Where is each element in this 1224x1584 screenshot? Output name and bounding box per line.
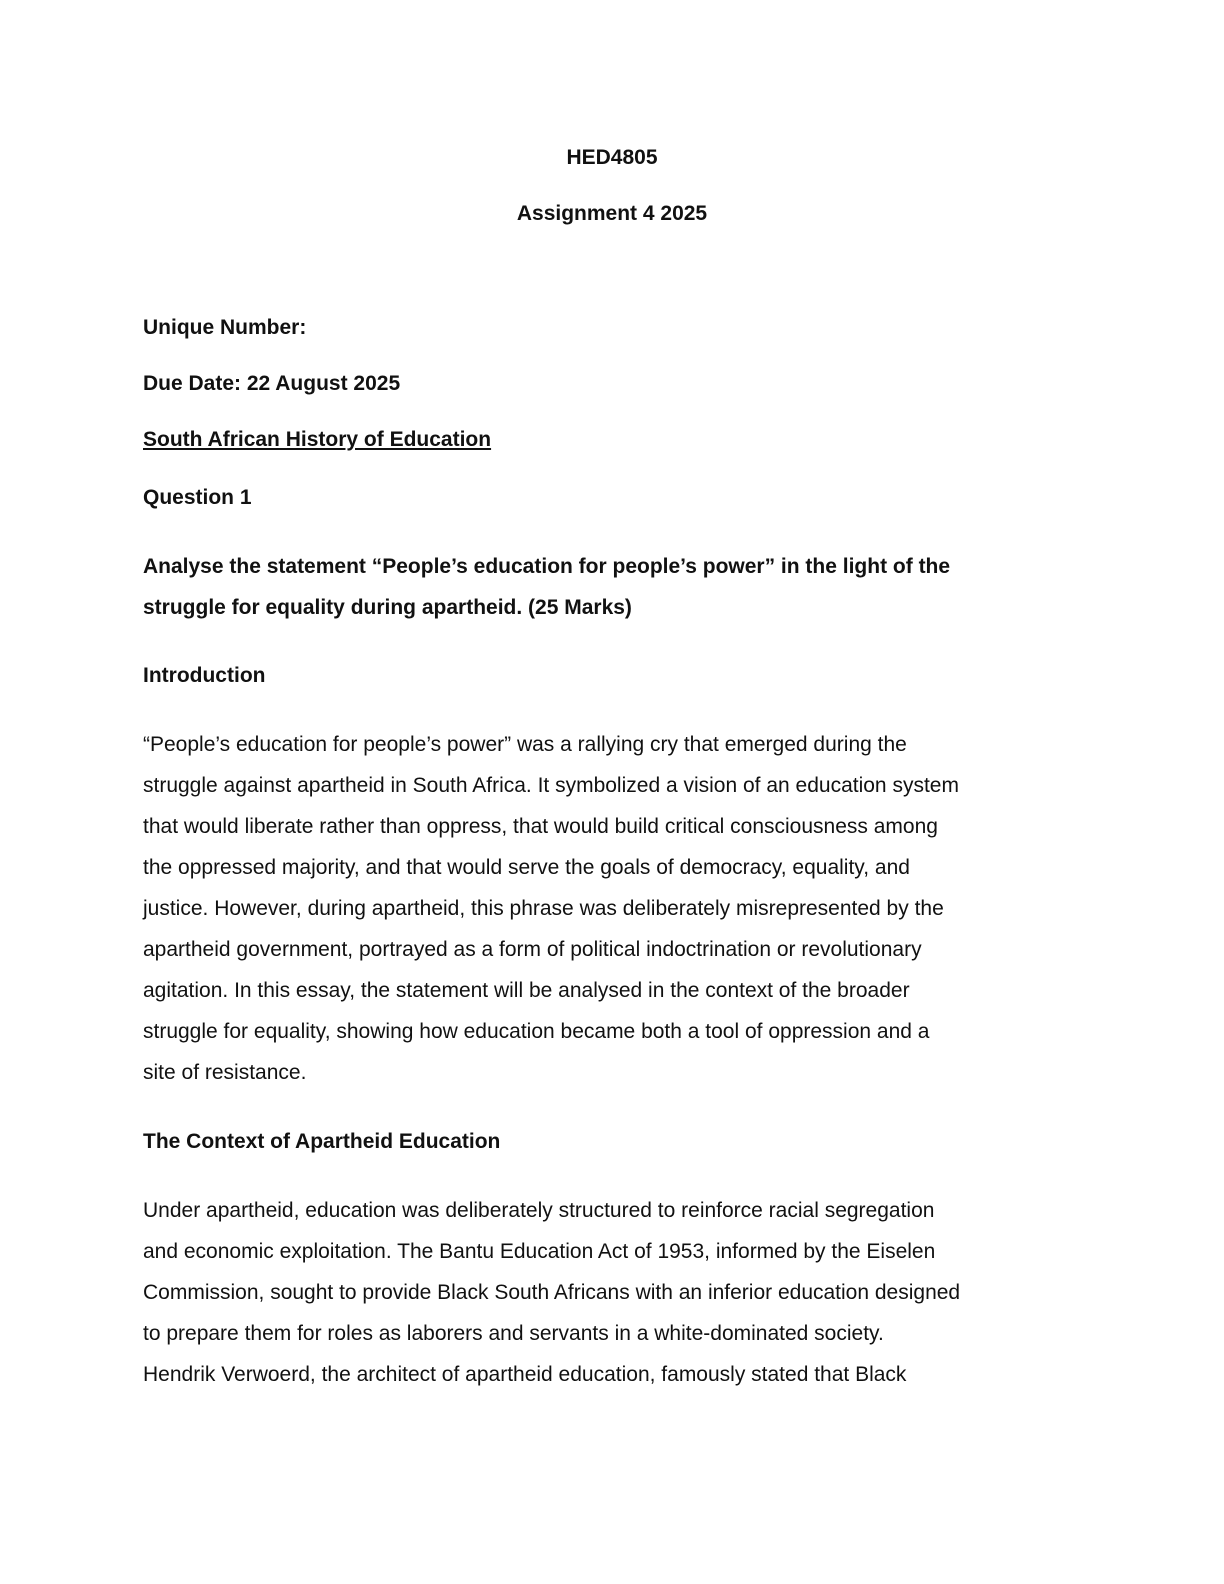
paragraph-line: and economic exploitation. The Bantu Education Act of 1953, informed by the Eiselen xyxy=(143,1240,936,1263)
paragraph-line: “People’s education for people’s power” was a rallying cry that emerged during the xyxy=(143,733,907,756)
paragraph-line: struggle for equality, showing how education became both a tool of oppression and a xyxy=(143,1020,930,1043)
introduction-paragraph xyxy=(143,724,1083,1093)
paragraph-line: struggle against apartheid in South Africa. It symbolized a vision of an education system xyxy=(143,774,959,797)
question-text xyxy=(143,546,1083,628)
assignment-title: Assignment 4 2025 xyxy=(516,202,708,225)
unique-number-label: Unique Number: xyxy=(143,316,307,339)
context-heading: The Context of Apartheid Education xyxy=(143,1130,501,1153)
question-line: Analyse the statement “People’s education for people’s power” in the light of the xyxy=(143,555,951,578)
course-code: HED4805 xyxy=(566,146,658,169)
paragraph-line: justice. However, during apartheid, this phrase was deliberately misrepresented by the xyxy=(143,897,944,920)
paragraph-line: Commission, sought to provide Black South Africans with an inferior education designed xyxy=(143,1281,961,1304)
subject-title xyxy=(143,426,1083,454)
due-date: Due Date: 22 August 2025 xyxy=(143,372,401,395)
paragraph-line: apartheid government, portrayed as a form of political indoctrination or revolutionary xyxy=(143,938,922,961)
paragraph-line: that would liberate rather than oppress, that would build critical consciousness among xyxy=(143,815,938,838)
paragraph-line: the oppressed majority, and that would serve the goals of democracy, equality, and xyxy=(143,856,910,879)
paragraph-line: to prepare them for roles as laborers and servants in a white-dominated society. xyxy=(143,1322,884,1345)
question-line: struggle for equality during apartheid. (25 Marks) xyxy=(143,596,632,619)
paragraph-line: agitation. In this essay, the statement will be analysed in the context of the broader xyxy=(143,979,910,1002)
introduction-heading: Introduction xyxy=(143,664,266,687)
subject-title-text: South African History of Education xyxy=(143,428,492,451)
paragraph-line: Hendrik Verwoerd, the architect of apartheid education, famously stated that Black xyxy=(143,1363,907,1386)
paragraph-line: Under apartheid, education was deliberately structured to reinforce racial segregation xyxy=(143,1199,935,1222)
paragraph-line: site of resistance. xyxy=(143,1061,307,1084)
question-label: Question 1 xyxy=(143,486,252,509)
context-paragraph xyxy=(143,1190,1083,1395)
